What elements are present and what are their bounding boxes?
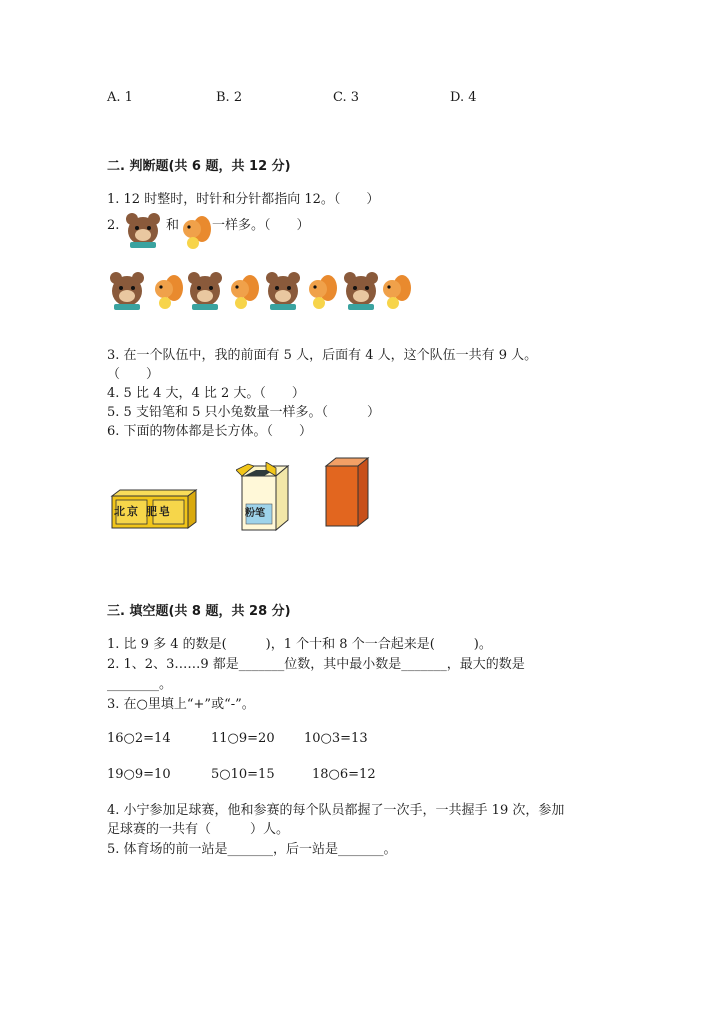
s2-question-3-line2: （ ） — [107, 367, 160, 382]
s2-question-2-and: 和 — [166, 218, 180, 233]
equation: 19○9=10 — [107, 767, 171, 782]
squirrel-icon — [383, 275, 411, 309]
soap-box-label: 北京 肥皂 — [114, 505, 172, 518]
s3-question-4-line2: 足球赛的一共有（ ）人。 — [107, 822, 290, 837]
choice-a: A. 1 — [107, 90, 133, 105]
s3-question-1: 1. 比 9 多 4 的数是( )，1 个十和 8 个一合起来是( )。 — [107, 637, 492, 652]
bear-icon — [188, 272, 222, 310]
section2-heading: 二. 判断题(共 6 题，共 12 分) — [107, 159, 291, 174]
chalk-box-label: 粉笔 — [245, 508, 265, 519]
s2-question-4: 4. 5 比 4 大，4 比 2 大。（ ） — [107, 386, 305, 401]
s2-question-6: 6. 下面的物体都是长方体。（ ） — [107, 424, 313, 439]
squirrel-icon — [180, 215, 212, 251]
choice-c: C. 3 — [333, 90, 360, 105]
equation: 10○3=13 — [304, 731, 368, 746]
equation: 16○2=14 — [107, 731, 171, 746]
bear-icon — [124, 211, 162, 249]
equation: 11○9=20 — [211, 731, 275, 746]
squirrel-icon — [155, 275, 183, 309]
squirrel-icon — [309, 275, 337, 309]
s2-question-2-prefix: 2. — [107, 218, 120, 233]
s3-question-2-line1: 2. 1、2、3……9 都是_______位数，其中最小数是_______，最大的数是 — [107, 657, 525, 672]
bear-squirrel-row — [108, 270, 418, 312]
chalk-box-image — [236, 462, 294, 532]
bear-icon — [344, 272, 378, 310]
s3-question-2-line2: ________。 — [107, 677, 173, 692]
s3-question-3: 3. 在○里填上“+”或“-”。 — [107, 697, 255, 712]
orange-box-image — [324, 456, 370, 528]
choice-b: B. 2 — [216, 90, 243, 105]
choice-d: D. 4 — [450, 90, 477, 105]
s3-question-4-line1: 4. 小宁参加足球赛，他和参赛的每个队员都握了一次手，一共握手 19 次，参加 — [107, 803, 565, 818]
s2-question-2-suffix: 一样多。（ ） — [212, 218, 310, 233]
s2-question-5: 5. 5 支铅笔和 5 只小兔数量一样多。（ ） — [107, 405, 380, 420]
equation: 5○10=15 — [211, 767, 275, 782]
squirrel-icon — [231, 275, 259, 309]
s3-question-5: 5. 体育场的前一站是_______，后一站是_______。 — [107, 842, 397, 857]
section3-heading: 三. 填空题(共 8 题，共 28 分) — [107, 604, 291, 619]
bear-icon — [110, 272, 144, 310]
s2-question-3-line1: 3. 在一个队伍中，我的前面有 5 人，后面有 4 人，这个队伍一共有 9 人。 — [107, 348, 538, 363]
s2-question-1: 1. 12 时整时，时针和分针都指向 12。（ ） — [107, 192, 380, 207]
equation: 18○6=12 — [312, 767, 376, 782]
bear-icon — [266, 272, 300, 310]
